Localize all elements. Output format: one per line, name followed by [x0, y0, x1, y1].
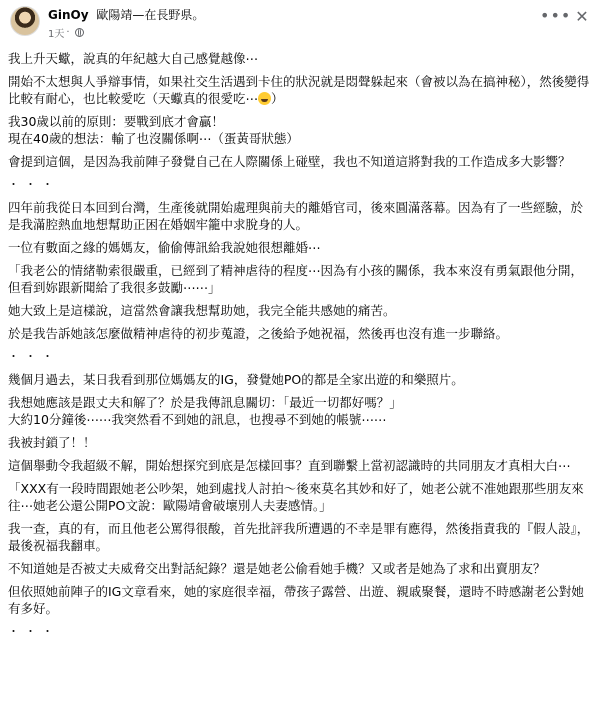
paragraph: 我被封鎖了！！: [8, 435, 96, 450]
laughing-emoji-icon: [258, 92, 271, 105]
paragraph: 但依照她前陣子的IG文章看來，她的家庭很幸福，帶孩子露營、出遊、親戚聚餐，還時不時感謝老公對她有多好。: [8, 584, 584, 616]
meta-separator: ·: [66, 27, 70, 38]
post-header: [0, 0, 602, 44]
separator-dots: ・・・: [8, 350, 59, 363]
paragraph: 不知道她是否被丈夫威脅交出對話紀錄？還是她老公偷看她手機？又或者是她為了求和出賣朋友？: [8, 561, 546, 576]
activity-text: 歐陽靖—在長野県。: [96, 8, 205, 22]
paragraph: 會提到這個，是因為我前陣子發覺自己在人際關係上碰壁，我也不知道這將對我的工作造成多大影響？: [8, 154, 571, 169]
paragraph-text: ）: [271, 91, 284, 106]
paragraph: 我上升天蠍，說真的年紀越大自己感覺越像⋯: [8, 51, 259, 66]
more-dots-icon[interactable]: •••: [540, 6, 572, 25]
paragraph: 「XXX有一段時間跟她老公吵架，她到處找人討拍～後來莫名其妙和好了，她老公就不准她跟那些朋友來往⋯她老公還公開PO文說：歐陽靖會破壞別人夫妻感情。」: [8, 481, 584, 513]
post-body: [8, 50, 594, 646]
paragraph: 我30歲以前的原則：要戰到底才會贏！ 現在40歲的想法：輸了也沒關係啊⋯（蛋黃哥狀態）: [8, 114, 299, 146]
post-meta: [48, 25, 84, 40]
separator-dots: ・・・: [8, 178, 59, 191]
paragraph: 這個舉動令我超級不解，開始想探究到底是怎樣回事？直到聯繫上當初認識時的共同朋友才真相大白⋯: [8, 458, 571, 473]
paragraph-text: 開始不太想與人爭辯事情，如果社交生活遇到卡住的狀況就是悶聲躲起來（會被以為在搞神秘），然後變得比較有耐心，也比較愛吃（天蠍真的很愛吃⋯: [8, 74, 590, 106]
close-icon[interactable]: ✕: [575, 7, 589, 26]
paragraph: 四年前我從日本回到台灣，生產後就開始處理與前夫的離婚官司，後來圓滿落幕。因為有了一些經驗，於是我滿腔熱血地想幫助正困在婚姻牢籠中求脫身的人。: [8, 200, 584, 232]
paragraph: [8, 73, 594, 107]
paragraph: 她大致上是這樣說，這當然會讓我想幫助她，我完全能共感她的痛苦。: [8, 303, 396, 318]
paragraph: 我想她應該是跟丈夫和解了？於是我傳訊息關切：「最近一切都好嗎？」 大約10分鐘後⋯⋯我突然看不到她的訊息，也搜尋不到她的帳號⋯⋯: [8, 395, 402, 427]
paragraph: 「我老公的情緒勒索很嚴重，已經到了精神虐待的程度⋯因為有小孩的關係，我本來沒有勇氣跟他分開，但看到妳跟新聞給了我很多鼓勵⋯⋯」: [8, 263, 584, 295]
separator-dots: ・・・: [8, 625, 59, 638]
globe-icon: [75, 28, 84, 37]
paragraph: 我一查，真的有，而且他老公罵得很酸，首先批評我所遭遇的不幸是罪有應得，然後指責我的『假人設』，最後祝福我翻車。: [8, 521, 590, 553]
author-line: [48, 6, 204, 23]
avatar[interactable]: [10, 6, 40, 36]
post-time[interactable]: 1天: [48, 29, 65, 40]
author-name[interactable]: GinOy: [48, 8, 89, 22]
paragraph: 一位有數面之緣的媽媽友，偷偷傳訊給我說她很想離婚⋯: [8, 240, 321, 255]
paragraph: 於是我告訴她該怎麼做精神虐待的初步蒐證，之後給予她祝福，然後再也沒有進一步聯絡。: [8, 326, 509, 341]
paragraph: 幾個月過去，某日我看到那位媽媽友的IG，發覺她PO的都是全家出遊的和樂照片。: [8, 372, 464, 387]
